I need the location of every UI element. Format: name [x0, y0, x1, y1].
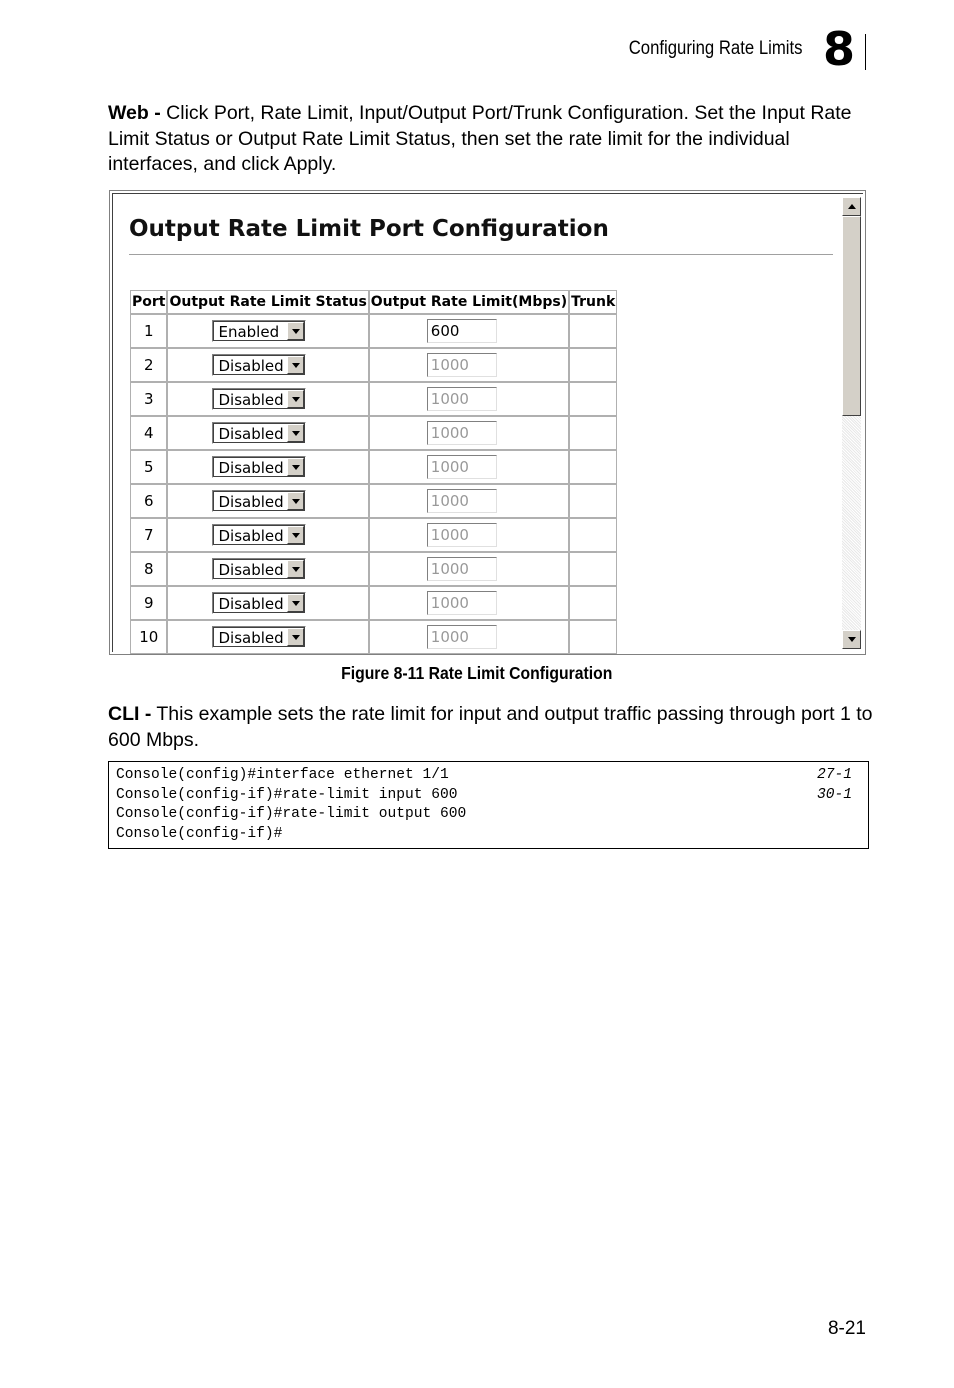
figure-caption-text: Figure 8-11 Rate Limit Configuration [341, 663, 613, 683]
table-row [130, 586, 617, 620]
window-content [112, 193, 863, 652]
screenshot-frame [109, 190, 866, 655]
page-number: 8-21 [827, 1318, 866, 1339]
status-cell [167, 416, 368, 450]
trunk-cell [569, 586, 617, 620]
table-row [130, 518, 617, 552]
code-line-ref: 27-1 [816, 767, 852, 783]
vertical-scrollbar[interactable] [842, 197, 861, 649]
status-cell [167, 348, 368, 382]
status-select[interactable] [212, 320, 306, 342]
limit-cell [369, 552, 569, 586]
status-cell [167, 586, 368, 620]
trunk-cell [569, 382, 617, 416]
scroll-down-arrow-icon[interactable] [842, 630, 861, 649]
trunk-cell [569, 552, 617, 586]
status-cell [167, 450, 368, 484]
column-header-status: Output Rate Limit Status [167, 290, 368, 314]
status-select[interactable] [212, 388, 306, 410]
column-header-trunk: Trunk [569, 290, 617, 314]
trunk-cell [569, 450, 617, 484]
web-text: Click Port, Rate Limit, Input/Output Port/Trunk Configuration. Set the Input Rate Limit Status or Output Rate Limit Status, then set the rate limit for the individual interfaces, and click Apply. [108, 102, 852, 175]
figure-caption [0, 663, 954, 684]
chevron-down-icon[interactable] [287, 458, 304, 476]
column-header-port: Port [130, 290, 167, 314]
status-value: Disabled [218, 459, 284, 477]
status-select[interactable] [212, 626, 306, 648]
limit-cell [369, 620, 569, 654]
chevron-down-icon[interactable] [287, 594, 304, 612]
limit-cell [369, 586, 569, 620]
table-row [130, 552, 617, 586]
port-cell: 1 [130, 314, 167, 348]
rate-limit-input[interactable]: 1000 [427, 591, 497, 615]
scroll-thumb[interactable] [842, 216, 861, 416]
header-section-title: Configuring Rate Limits [628, 38, 802, 59]
status-select[interactable] [212, 354, 306, 376]
chevron-down-icon[interactable] [287, 424, 304, 442]
cli-label: CLI - [108, 703, 152, 725]
rate-limit-input[interactable]: 600 [427, 319, 497, 343]
cli-code-block [108, 761, 869, 849]
window-title: Output Rate Limit Port Configuration [129, 216, 609, 242]
rate-limit-input[interactable]: 1000 [427, 353, 497, 377]
trunk-cell [569, 484, 617, 518]
column-header-limit: Output Rate Limit(Mbps) [369, 290, 569, 314]
rate-limit-input[interactable]: 1000 [427, 421, 497, 445]
cli-instructions [108, 702, 878, 753]
code-line-text: Console(config-if)# [116, 825, 283, 842]
table-row [130, 314, 617, 348]
port-cell: 2 [130, 348, 167, 382]
status-cell [167, 552, 368, 586]
trunk-cell [569, 416, 617, 450]
rate-limit-input[interactable]: 1000 [427, 557, 497, 581]
table-row [130, 416, 617, 450]
port-cell: 8 [130, 552, 167, 586]
limit-cell [369, 450, 569, 484]
port-cell: 9 [130, 586, 167, 620]
chevron-down-icon[interactable] [287, 526, 304, 544]
limit-cell [369, 382, 569, 416]
status-cell [167, 620, 368, 654]
status-select[interactable] [212, 422, 306, 444]
status-value: Disabled [218, 561, 284, 579]
table-row [130, 348, 617, 382]
chevron-down-icon[interactable] [287, 628, 304, 646]
limit-cell [369, 314, 569, 348]
trunk-cell [569, 620, 617, 654]
chevron-down-icon[interactable] [287, 492, 304, 510]
code-line-text: Console(config-if)#rate-limit input 600 [116, 786, 458, 803]
port-cell: 6 [130, 484, 167, 518]
status-select[interactable] [212, 558, 306, 580]
code-line [116, 825, 861, 845]
code-line-text: Console(config-if)#rate-limit output 600 [116, 806, 467, 822]
web-label: Web - [108, 102, 161, 124]
port-cell: 10 [130, 620, 167, 654]
rate-limit-input[interactable]: 1000 [427, 489, 497, 513]
code-line-text: Console(config)#interface ethernet 1/1 [116, 767, 449, 783]
table-row [130, 450, 617, 484]
status-select[interactable] [212, 456, 306, 478]
scroll-up-arrow-icon[interactable] [842, 197, 861, 216]
limit-cell [369, 518, 569, 552]
status-select[interactable] [212, 490, 306, 512]
table-row [130, 382, 617, 416]
status-value: Disabled [218, 595, 284, 613]
code-line-ref: 30-1 [816, 786, 852, 803]
title-divider [129, 254, 833, 258]
port-cell: 7 [130, 518, 167, 552]
chevron-down-icon[interactable] [287, 390, 304, 408]
chevron-down-icon[interactable] [287, 356, 304, 374]
trunk-cell [569, 348, 617, 382]
port-cell: 4 [130, 416, 167, 450]
status-cell [167, 518, 368, 552]
code-line [116, 786, 861, 806]
chevron-down-icon[interactable] [287, 560, 304, 578]
status-select[interactable] [212, 592, 306, 614]
cli-text: This example sets the rate limit for input and output traffic passing through port 1 to 600 Mbps. [108, 703, 873, 751]
status-value: Disabled [218, 493, 284, 511]
status-cell [167, 484, 368, 518]
chevron-down-icon[interactable] [287, 322, 304, 340]
table-row [130, 484, 617, 518]
rate-limit-input[interactable]: 1000 [427, 523, 497, 547]
web-instructions [108, 101, 878, 178]
code-line [116, 805, 861, 825]
trunk-cell [569, 518, 617, 552]
status-value: Disabled [218, 357, 284, 375]
status-select[interactable] [212, 524, 306, 546]
limit-cell [369, 416, 569, 450]
status-value: Enabled [218, 323, 280, 341]
status-cell [167, 314, 368, 348]
status-cell [167, 382, 368, 416]
status-value: Disabled [218, 629, 284, 647]
table-header-row [130, 290, 617, 314]
trunk-cell [569, 314, 617, 348]
status-value: Disabled [218, 391, 284, 409]
chapter-rule [865, 34, 866, 70]
rate-limit-input[interactable]: 1000 [427, 455, 497, 479]
chapter-number: 8 [823, 22, 856, 76]
rate-limit-input[interactable]: 1000 [427, 387, 497, 411]
limit-cell [369, 484, 569, 518]
port-cell: 5 [130, 450, 167, 484]
status-value: Disabled [218, 527, 284, 545]
table-row [130, 620, 617, 654]
rate-limit-input[interactable]: 1000 [427, 625, 497, 649]
code-line [116, 766, 861, 786]
port-cell: 3 [130, 382, 167, 416]
status-value: Disabled [218, 425, 284, 443]
limit-cell [369, 348, 569, 382]
port-config-table [130, 290, 617, 654]
